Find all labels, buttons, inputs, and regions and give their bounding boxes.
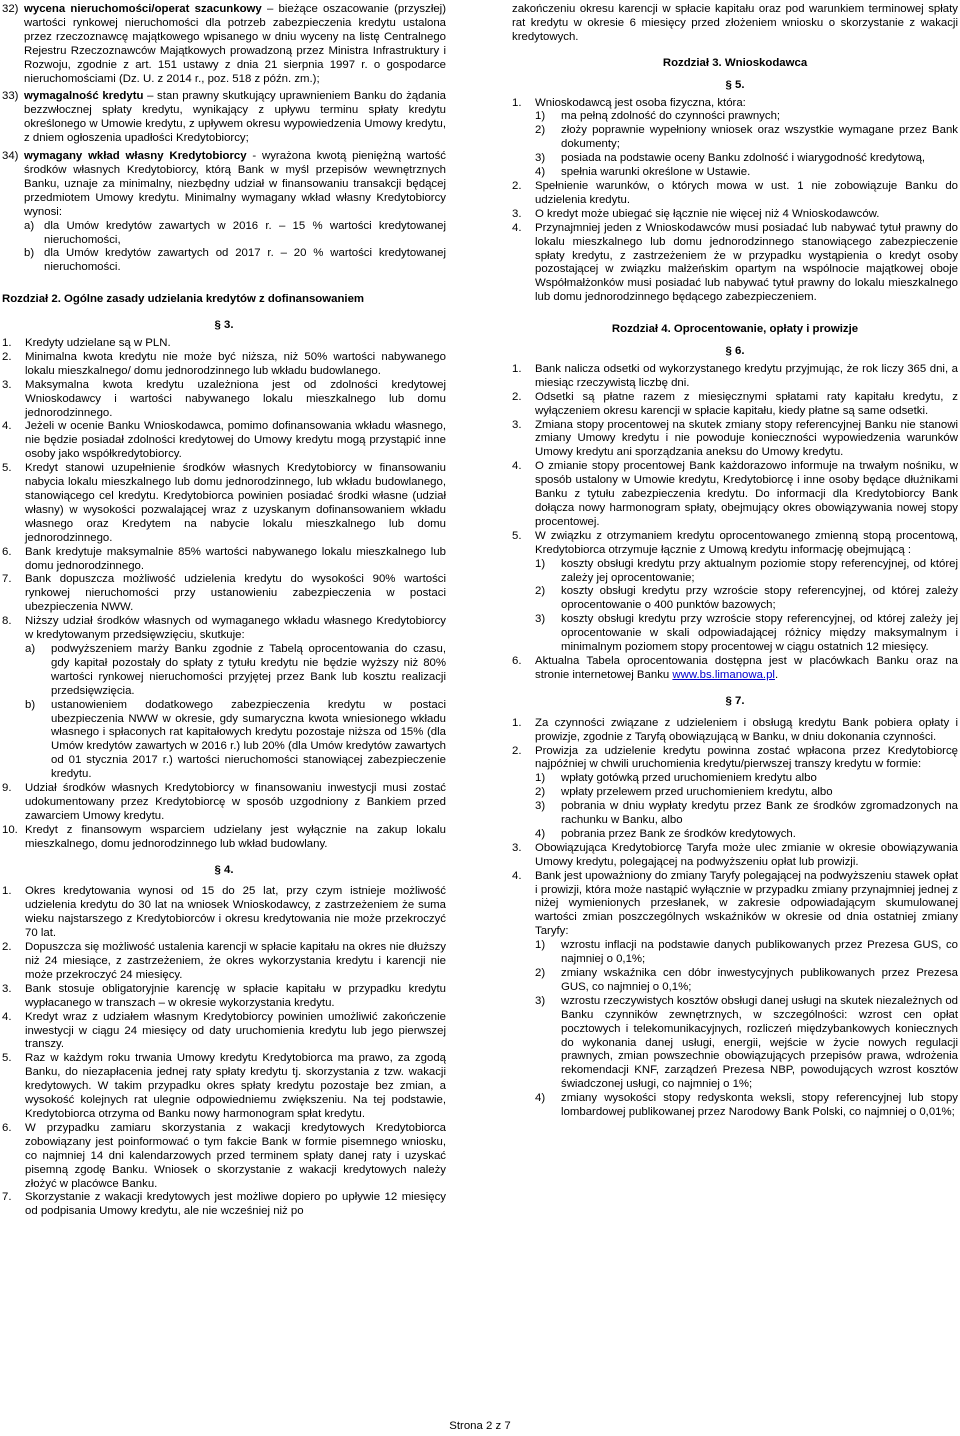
list-item-number: 4. (512, 460, 522, 473)
list-item-text: Skorzystanie z wakacji kredytowych jest możliwe dopiero po upływie 12 miesięcy od podpisania Umowy kredytu, ale nie wcześniej niż po (25, 1191, 446, 1218)
list-item (2, 573, 446, 615)
section-4-list (2, 885, 446, 1219)
list-item-text: koszty obsługi kredytu przy aktualnym poziomie stopy referencyjnej, od której zależy jej oprocentowanie; (561, 557, 958, 584)
list-item-number: 5. (512, 529, 522, 542)
section-7-sublist (512, 772, 958, 842)
list-item (512, 460, 958, 530)
page-number: Strona 2 z 7 (449, 1420, 511, 1432)
list-item (512, 558, 958, 586)
section-3-list (2, 337, 446, 643)
list-item (512, 530, 958, 558)
list-item-number: 3. (2, 378, 12, 391)
list-item-text: Kredyty udzielane są w PLN. (25, 337, 171, 350)
list-item-text: Spełnienie warunków, o których mowa w ust. 1 nie zobowiązuje Banku do udzielenia kredytu. (535, 179, 958, 206)
list-item-number: 9. (2, 782, 12, 795)
list-item-number: 1. (512, 362, 522, 375)
list-item (2, 885, 446, 941)
list-item-number: 2) (535, 585, 546, 598)
list-item-text: Okres kredytowania wynosi od 15 do 25 lat, przy czym istnieje możliwość udzielenia kredytu do 30 lat na wniosek Wnioskodawcy, z zastrzeżeniem że suma wieku najstarszego z Kredytobiorców i okresu kredytowania nie może przekroczyć 70 lat. (25, 885, 446, 940)
list-item (2, 462, 446, 545)
paragraph-7-heading: § 7. (725, 694, 745, 707)
list-item (2, 1011, 446, 1053)
list-item (2, 420, 446, 462)
list-item (512, 391, 958, 419)
list-item-number: 2. (512, 390, 522, 403)
list-item-number: 4) (535, 1092, 546, 1105)
list-item-text: Jeżeli w ocenie Banku Wnioskodawca, pomimo dofinansowania wkładu własnego, nie będzie posiadał zdolności kredytowej do Umowy kredytu mogą przystąpić inne osoby jako współkredytobiorcy. (25, 420, 446, 461)
list-item-number: 4. (512, 869, 522, 882)
section-7-list-rest (512, 842, 958, 939)
list-item (2, 337, 446, 351)
list-item-number: 4. (2, 420, 12, 433)
list-item-number: 2) (535, 967, 546, 979)
list-item (2, 941, 446, 983)
list-item-text: Prowizja za udzielenie kredytu powinna zostać wpłacona przez Kredytobiorcę najpóźniej w chwili uruchomienia kredytu/pierwszej transzy kredytu w formie: (535, 744, 958, 771)
list-item-text: pobrania w dniu wypłaty kredytu przez Bank ze środków zgromadzonych na rachunku w Banku, albo (561, 800, 958, 827)
list-item-number: 1. (512, 716, 522, 729)
list-item (2, 782, 446, 824)
list-item (512, 1092, 958, 1120)
paragraph-5-heading: § 5. (725, 78, 745, 91)
list-item-text: pobrania przez Bank ze środków kredytowych. (561, 827, 796, 840)
section-6-sublist (512, 558, 958, 655)
section-5-item-1: 1. Wnioskodawcą jest osoba fizyczna, która: (512, 96, 746, 109)
list-item-number: 3) (535, 613, 546, 626)
list-item (2, 351, 446, 379)
list-item (512, 110, 958, 124)
list-item (512, 995, 958, 1092)
chapter-3-heading: Rozdział 3. Wnioskodawca (662, 56, 808, 69)
list-item-number: 1) (535, 110, 546, 123)
list-item-number: 3) (535, 800, 546, 813)
list-item (2, 615, 446, 643)
list-item-text: ma pełną zdolność do czynności prawnych; (561, 110, 781, 123)
list-item-number: 2) (535, 786, 546, 799)
list-item (512, 717, 958, 745)
list-item-text: wzrostu rzeczywistych kosztów obsługi danej usługi na skutek niezależnych od Banku czynników zewnętrznych, w szczególności: wzrost cen opłat pocztowych i telekomunikacyjnych, rozliczeń międzybankowych koniecznych do wykonania danej usługi, energii, wejście w życie nowych regulacji prawnych, zmian powszechnie obowiązujących przepisów prawa, wdrożenia rekomendacji KNF, zarządzeń Prezesa NBP, powodujących wzrost kosztów świadczonej usługi, co najmniej o 1%; (561, 994, 958, 1091)
list-item (512, 208, 958, 222)
list-item-number: 7. (2, 573, 12, 586)
section-7-list (512, 717, 958, 773)
continuation-text: zakończeniu okresu karencji w spłacie kapitału oraz pod warunkiem terminowej spłaty rat kredytu w okresie 6 miesięcy przed złożeniem wniosku o skorzystanie z wakacji kredytowych. (512, 3, 958, 43)
list-item-number: 5. (2, 462, 12, 475)
paragraph-6-heading: § 6. (725, 345, 745, 358)
list-item (512, 870, 958, 940)
list-item-text: koszty obsługi kredytu przy wzroście stopy referencyjnej, od której zależy jej oprocentowanie w skali odpowiadającej różnicy między maksymalnym i minimalnym poziomem stopy procentowej w ciągu ostatnich 12 miesięcy. (561, 613, 958, 654)
term: wymagany wkład własny Kredytobiorcy (24, 150, 247, 163)
list-item-text: Dopuszcza się możliwość ustalenia karencji w spłacie kapitału na okres nie dłuższy niż 24 miesiące, z zastrzeżeniem, że okres wykorzystania kredytu i karencji nie może przekroczyć 24 miesięcy. (25, 941, 446, 981)
term: wycena nieruchomości/operat szacunkowy (24, 3, 262, 15)
list-item-number: 4. (512, 221, 522, 234)
list-item-text: Minimalna kwota kredytu nie może być niższa, niż 50% wartości nabywanego lokalu mieszkalnego/ domu jednorodzinnego lub wkładu budowlanego. (25, 350, 446, 377)
list-item-text: Bank nalicza odsetki od wykorzystanego kredytu przyjmując, że rok liczy 365 dni, a miesiąc rzeczywistą liczbę dni. (535, 362, 958, 389)
list-item-text: złoży poprawnie wypełniony wniosek oraz wszystkie wymagane przez Bank dokumenty; (561, 124, 958, 151)
definition-32: 32) wycena nieruchomości/operat szacunkowy – bieżące oszacowanie (przyszłej) wartości rynkowej nieruchomości dla potrzeb zabezpieczenia kredytu ustalona przez rzeczoznawcę majątkowego wpisanego w dniu wyceny na listę Centralnego Rejestru Rzeczoznawców Majątkowych prowadzoną przez Ministra Infrastruktury i Rozwoju, zgodnie z art. 151 ustawy z dnia 21 sierpnia 1997 r. o gospodarce nieruchomościami (Dz. U. z 2014 r., poz. 518 z późn. zm.); (2, 3, 447, 85)
paragraph-4-heading: § 4. (214, 863, 234, 876)
list-item-number: 4. (2, 1010, 12, 1023)
list-item-text: W przypadku zamiaru skorzystania z wakacji kredytowych Kredytobiorca zobowiązany jest poinformować o tym fakcie Bank w formie pisemnego wniosku, co najmniej 14 dni kalendarzowych przed terminem spłaty danej raty i uzyskać pisemną zgodę Banku. Wniosek o skorzystanie z wakacji kredytowych należy złożyć w placówce Banku. (25, 1121, 446, 1190)
list-item (512, 152, 958, 166)
list-item-number: 4) (535, 166, 546, 179)
list-item-text: Bank dopuszcza możliwość udzielenia kredytu do wysokości 90% wartości rynkowej nieruchomości przy ustanowieniu zabezpieczenia w postaci ubezpieczenia NWW. (25, 573, 446, 614)
list-item-number: 7. (2, 1191, 12, 1204)
list-item-text: wpłaty przelewem przed uruchomieniem kredytu, albo (561, 786, 833, 799)
list-item-text: Zmiana stopy procentowej na skutek zmiany stopy referencyjnej Banku nie stanowi zmiany Umowy kredytu i nie powoduje konieczności wypowiedzenia warunków Umowy kredytu ani sporządzania aneksu do Umowy kredytu. (535, 418, 958, 459)
section-3-list-tail (2, 782, 446, 852)
chapter-4-heading: Rozdział 4. Oprocentowanie, opłaty i prowizje (611, 323, 859, 336)
list-item-number: 1. (2, 885, 12, 898)
paragraph-3-heading: § 3. (214, 319, 234, 332)
list-item (2, 983, 446, 1011)
list-item (2, 1052, 446, 1122)
list-item (512, 363, 958, 391)
list-item (512, 585, 958, 613)
list-item (2, 1122, 446, 1192)
list-item (512, 613, 958, 655)
list-item-text: koszty obsługi kredytu przy wzroście stopy referencyjnej, od której zależy oprocentowanie o 400 punktów bazowych; (561, 585, 958, 612)
list-item-text: Bank stosuje obligatoryjnie karencję w spłacie kapitału w przypadku kredytu wypłacanego w transzach – w okresie wykorzystania kredytu. (25, 982, 446, 1009)
list-item-text: Kredyt stanowi uzupełnienie środków własnych Kredytobiorcy w finansowaniu nabycia lokalu mieszkalnego lub domu jednorodzinnego, lub wkładu budowlanego, stanowiącego cel kredytu. Kredytobiorca powinien posiadać środki własne (udział własny) w wysokości pozwalającej wraz z uzyskanym dofinansowaniem wkładu własnego oraz Kredytem na nabycie lokalu mieszkalnego lub domu jednorodzinnego. (25, 462, 446, 544)
list-item-text: Odsetki są płatne razem z miesięcznymi spłatami raty kapitału kredytu, z wyłączeniem okresu karencji w spłacie kapitału, kiedy płatne są same odsetki. (535, 390, 958, 417)
list-item-text: Bank kredytuje maksymalnie 85% wartości nabywanego lokalu mieszkalnego lub domu jednorodzinnego. (25, 545, 446, 572)
list-item-number: 4) (535, 827, 546, 840)
list-item-text: Maksymalna kwota kredytu uzależniona jest od zdolności kredytowej Wnioskodawcy i wartości nabywanego lokalu mieszkalnego lub domu jednorodzinnego. (25, 378, 446, 419)
right-column (512, 3, 958, 1120)
list-item-number: 6. (2, 545, 12, 558)
list-item-text: Niższy udział środków własnych od wymaganego wkładu własnego Kredytobiorcy w kredytowanym przedsięwzięciu, skutkuje: (25, 615, 446, 642)
list-item-text: O zmianie stopy procentowej Bank każdorazowo informuje na trwałym nośniku, w sposób ustalony w Umowie kredytu, Kredytobiorcę i inne osoby będące dłużnikami Banku z tytułu zabezpieczenia kredytu. Do informacji dla Kredytobiorcy Bank dołącza nowy harmonogram spłaty, obejmujący okres obowiązywania nowej stopy procentowej. (535, 460, 958, 528)
definition-33: 33) wymagalność kredytu – stan prawny skutkujący uprawnieniem Banku do żądania bezzwłocznej spłaty kredytu, wynikający z upływu terminu spłaty kredytu określonego w Umowie kredytu, z upływem okresu wypowiedzenia Umowy kredytu, z dniem ogłoszenia upadłości Kredytobiorcy; (2, 90, 446, 145)
list-item-text: Przynajmniej jeden z Wnioskodawców musi posiadać lub nabywać tytuł prawny do lokalu mieszkalnego lub domu jednorodzinnego stanowiącego zabezpieczenie spłaty kredytu, z zastrzeżeniem że w przypadku wystąpienia o kredyt osoby pozostającej w związku małżeńskim opartym na wspólnocie majątkowej oboje Współmałżonków musi posiadać lub nabywać tytuł prawny do lokalu mieszkalnego lub domu jednorodzinnego będącego zabezpieczeniem. (535, 221, 958, 304)
list-item-number: 1. (2, 337, 12, 350)
list-item-text: Kredyt wraz z udziałem własnym Kredytobiorcy powinien umożliwić zakończenie inwestycji w ciągu 24 miesięcy od daty uruchomienia kredytu lub jego pierwszej transzy. (25, 1010, 446, 1051)
list-item-text: zmiany wysokości stopy redyskonta weksli, stopy referencyjnej lub stopy lombardowej publikowanej przez Narodowy Bank Polski, co najmniej o 0,01%; (561, 1092, 958, 1119)
list-item (512, 842, 958, 870)
list-item-text: Bank jest upoważniony do zmiany Taryfy polegającej na podwyższeniu stawek opłat i prowizji, która może nastąpić wyłącznie w przypadku zmiany przynajmniej jednej z niżej wymienionych przesłanek, w zakresie odpowiadającym skumulowanej wartości zmian poszczególnych wskaźników w okresie od dnia ostatniej zmiany Taryfy: (535, 869, 958, 938)
list-item-number: 3. (2, 982, 12, 995)
section-3-item-8a: a) podwyższeniem marży Banku zgodnie z Tabelą oprocentowania do czasu, gdy kapitał pozostały do spłaty z tytułu kredytu nie będzie wyższy niż 80% wartości rynkowej nieruchomości przyjętej przez Bank lub kosztu realizacji przedsięwzięcia. (25, 642, 446, 697)
list-item-text: wpłaty gotówką przed uruchomieniem kredytu albo (561, 772, 817, 785)
list-item-number: 6. (2, 1121, 12, 1134)
list-item-text: spełnia warunki określone w Ustawie. (561, 166, 751, 179)
list-item-text: Obowiązująca Kredytobiorcę Taryfa może ulec zmianie w okresie obowiązywania Umowy kredytu, polegającej na podwyższeniu opłat lub prowizji. (535, 841, 958, 868)
list-item (512, 800, 958, 828)
list-item (512, 124, 958, 152)
list-item (512, 222, 958, 305)
definition-34-b: b) dla Umów kredytów zawartych od 2017 r. – 20 % wartości kredytowanej nieruchomości. (24, 247, 446, 274)
list-item (512, 828, 958, 842)
list-item-number: 5. (2, 1052, 12, 1065)
list-item (512, 967, 958, 995)
list-item (512, 419, 958, 461)
list-item (512, 180, 958, 208)
list-item (2, 824, 446, 852)
section-7-item-4-sublist (512, 939, 958, 1120)
list-item-number: 2. (512, 179, 522, 192)
list-item-number: 8. (2, 615, 12, 628)
list-item-text: Raz w każdym roku trwania Umowy kredytu Kredytobiorca ma prawo, za zgodą Banku, do niezapłacenia jednej raty spłaty kredytu tj. skorzystania z tzw. wakacji kredytowych. W takim przypadku okres spłaty kredytu pozostaje bez zmian, a wysokość kolejnych rat ulegnie odpowiedniemu zwiększeniu. Na tej podstawie, Kredytobiorca otrzyma od Banku nowy harmonogram spłat kredytu. (25, 1052, 446, 1120)
list-item-number: 1) (535, 939, 546, 952)
list-item-number: 1) (535, 772, 546, 785)
left-column (2, 3, 446, 1219)
list-item-number: 3) (535, 994, 546, 1007)
list-item-number: 3. (512, 418, 522, 431)
list-item-text: wzrostu inflacji na podstawie danych publikowanych przez Prezesa GUS, co najmniej o 0,1%; (561, 939, 958, 966)
list-item (2, 1191, 446, 1219)
list-item-text: posiada na podstawie oceny Banku zdolność i wiarygodność kredytową, (561, 152, 926, 165)
section-3-item-8b: b) ustanowieniem dodatkowego zabezpieczenia kredytu w postaci ubezpieczenia NWW w okresie, gdy sumaryczna kwota wniesionego wkładu własnego i spłaconych rat kapitałowych kredytu pozostaje niższa od 15% (dla Umów kredytów zawartych w 2016 r.) lub 20% (dla Umów kredytów zawartych od 01 stycznia 2017 r.) wartości nieruchomości stanowiącej zabezpieczenie kredytu. (25, 698, 446, 781)
bank-website-link[interactable]: www.bs.limanowa.pl (672, 668, 775, 681)
definition-34-a: a) dla Umów kredytów zawartych w 2016 r. – 15 % wartości kredytowanej nieruchomości, (24, 219, 446, 246)
list-item-text: Za czynności związane z udzieleniem i obsługą kredytu Bank pobiera opłaty i prowizje, zgodnie z Taryfą obowiązującą w Banku, w dniu dokonania czynności. (535, 716, 958, 743)
list-item-number: 1) (535, 557, 546, 570)
list-item-number: 10. (2, 823, 18, 836)
list-item-number: 3. (512, 207, 522, 220)
list-item (512, 166, 958, 180)
list-item (512, 772, 958, 786)
section-6-item-6: 6. Aktualna Tabela oprocentowania dostępna jest w placówkach Banku oraz na stronie internetowej Banku www.bs.limanowa.pl. (512, 654, 958, 681)
list-item-number: 2. (512, 744, 522, 757)
list-item (2, 379, 446, 421)
list-item (512, 939, 958, 967)
list-item (2, 546, 446, 574)
chapter-2-heading: Rozdział 2. Ogólne zasady udzielania kredytów z dofinansowaniem (2, 293, 365, 306)
list-item-number: 2. (2, 350, 12, 363)
list-item-number: 3) (535, 152, 546, 165)
list-item-text: W związku z otrzymaniem kredytu oprocentowanego zmienną stopą procentową, Kredytobiorca otrzymuje łącznie z Umową kredytu informację obejmującą : (535, 529, 958, 556)
list-item (512, 745, 958, 773)
list-item (512, 786, 958, 800)
list-item-text: Kredyt z finansowym wsparciem udzielany jest wyłącznie na zakup lokalu mieszkalnego, domu jednorodzinnego lub wkład budowlany. (25, 823, 446, 850)
list-item-number: 3. (512, 841, 522, 854)
list-item-text: O kredyt może ubiegać się łącznie nie więcej niż 4 Wnioskodawców. (535, 207, 880, 220)
section-6-list (512, 363, 958, 558)
definition-34: 34) wymagany wkład własny Kredytobiorcy - wyrażona kwotą pieniężną wartość środków własnych Kredytobiorcy, którą Bank w myśl przepisów wewnętrznych Banku, uznaje za minimalny, niezbędny udział w finansowaniu transakcji będącej przedmiotem Umowy kredytu. Minimalny wymagany wkład własny Kredytobiorcy wynosi: (2, 150, 446, 218)
list-item-text: zmiany wskaźnika cen dóbr inwestycyjnych publikowanych przez Prezesa GUS, co najmniej o 0,1%; (561, 967, 958, 993)
term: wymagalność kredytu (24, 90, 144, 103)
list-item-number: 2. (2, 941, 12, 954)
list-item-number: 2) (535, 124, 546, 137)
section-5-sublist (512, 110, 958, 180)
section-5-list (512, 180, 958, 305)
list-item-text: Udział środków własnych Kredytobiorcy w finansowaniu inwestycji musi zostać udokumentowany przez Kredytobiorcę w sposób uzgodniony z Bankiem przed zawarciem Umowy kredytu. (25, 782, 446, 822)
